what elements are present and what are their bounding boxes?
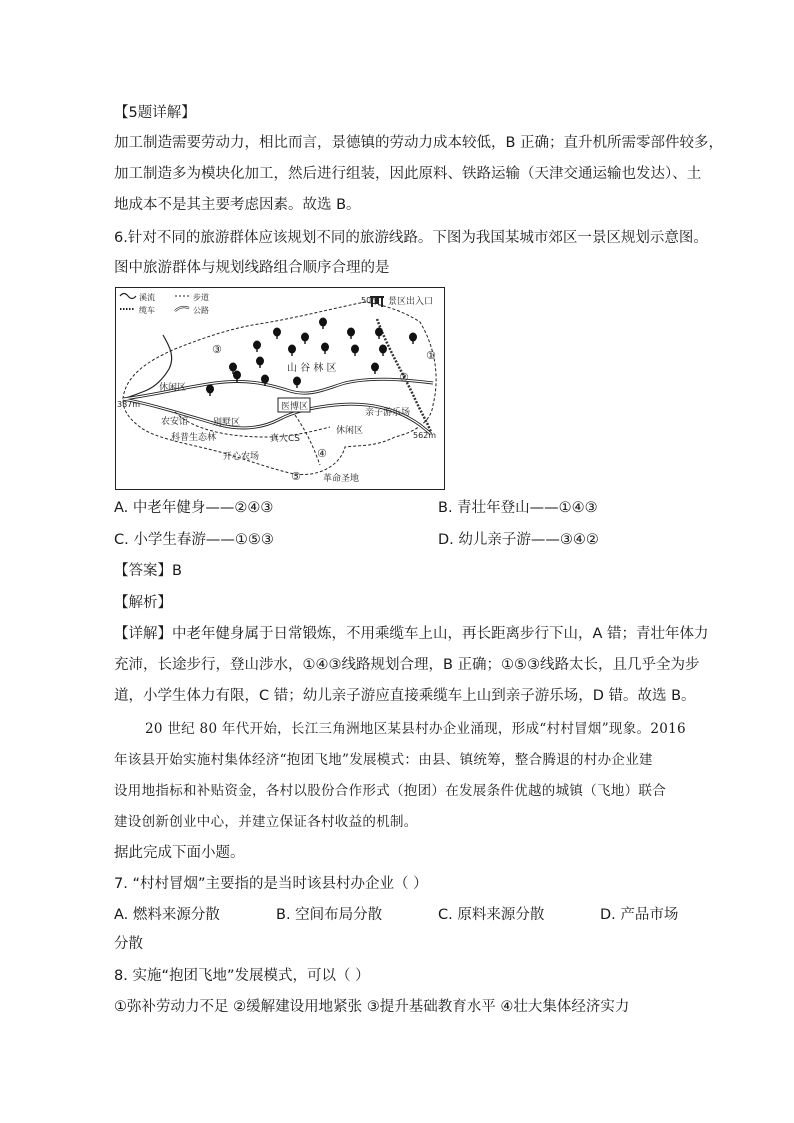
section5-heading: 【5题详解】 [114, 105, 196, 121]
legend-road: 公路 [193, 306, 209, 315]
section5-line-1: 加工制造需要劳动力，相比而言，景德镇的劳动力成本较低，B 正确；直升机所需零部件较多， [114, 135, 724, 151]
route-3-marker: ③ [212, 343, 222, 356]
kids-park-label: 亲子游乐场 [365, 408, 411, 418]
farm-hotel-label: 农安馆 [161, 417, 189, 427]
rest-area-right: 休闲区 [336, 426, 364, 436]
q6-option-b: B. 青壮年登山——①④③ [438, 500, 598, 516]
answer-label: 【答案】 [114, 563, 172, 579]
entrance-label: 景区出入口 [388, 297, 434, 307]
passage-prompt: 据此完成下面小题。 [114, 845, 245, 861]
forest-label: 山 谷 林 区 [287, 363, 337, 374]
q6-stem-line-2: 图中旅游群体与规划线路组合顺序合理的是 [114, 260, 390, 276]
q7-stem: 7. “村村冒烟”主要指的是当时该县村办企业（ ） [114, 876, 428, 892]
answer-value: B [172, 563, 182, 579]
passage-line-1: 20 世纪 80 年代开始，长江三角洲地区某县村办企业涌现，形成“村村冒烟”现象。2016 [145, 721, 686, 737]
cs-label: 真人CS [270, 434, 300, 444]
q6-option-a: A. 中老年健身——②④③ [114, 500, 274, 516]
passage-line-4: 建设创新创业中心，并建立保证各村收益的机制。 [114, 814, 418, 830]
section5-line-3: 地成本不是其主要考虑因素。故选 B。 [114, 197, 361, 213]
q7-option-c: C. 原料来源分散 [438, 907, 545, 923]
q6-option-c: C. 小学生春游——①⑤③ [114, 532, 274, 548]
q6-analysis-label: 【解析】 [114, 595, 172, 611]
route-2-marker: ② [399, 371, 409, 384]
q7-option-b: B. 空间布局分散 [276, 907, 383, 923]
route-5-marker: ⑤ [291, 470, 301, 483]
section5-line-2: 加工制造多为模块化加工，然后进行组装，因此原料、铁路运输（天津交通运输也发达）、土 [114, 166, 702, 182]
q6-answer [114, 561, 182, 581]
q6-stem-line-1: 6.针对不同的旅游群体应该规划不同的旅游线路。下图为我国某城市郊区一景区规划示意图。 [114, 230, 708, 246]
water-area-label: 医博区 [281, 402, 309, 412]
q6-detail-line-3: 道，小学生体力有限，C 错；幼儿亲子游应直接乘缆车上山到亲子游乐场，D 错。故选 B。 [114, 688, 696, 704]
q7-option-a: A. 燃料来源分散 [114, 907, 220, 923]
q6-detail-line-1: 【详解】中老年健身属于日常锻炼，不用乘缆车上山，再长距离步行下山，A 错；青壮年体力 [114, 626, 709, 642]
route-4-marker: ④ [317, 447, 327, 460]
legend-stream: 溪流 [139, 293, 155, 302]
legend-trail: 步道 [193, 293, 209, 302]
passage-line-3: 设用地指标和补贴资金，各村以股份合作形式（抱团）在发展条件优越的城镇（飞地）联合 [114, 783, 666, 799]
elevation-left: 387m [117, 400, 141, 409]
legend-cable: 缆车 [139, 306, 155, 315]
happy-farm-label: 开心农场 [223, 452, 260, 462]
q7-option-d-wrap: 分散 [114, 936, 143, 952]
villa-label: 别墅区 [213, 418, 241, 428]
q8-choices: ①弥补劳动力不足 ②缓解建设用地紧张 ③提升基础教育水平 ④壮大集体经济实力 [114, 999, 630, 1015]
q8-stem: 8. 实施“抱团飞地”发展模式，可以（ ） [114, 968, 370, 984]
revolution-site-label: 革命圣地 [323, 474, 360, 484]
rest-area-left: 休闲区 [159, 383, 187, 393]
science-forest-label: 科普生态林 [171, 433, 217, 443]
passage-line-2: 年该县开始实施村集体经济“抱团飞地”发展模式：由县、镇统筹，整合腾退的村办企业建 [114, 752, 653, 768]
q7-option-d: D. 产品市场 [600, 907, 679, 923]
q6-option-d: D. 幼儿亲子游——③④② [438, 532, 599, 548]
scenic-area-map [115, 287, 445, 490]
elevation-right: 562m [413, 431, 437, 440]
q6-detail-line-2: 充沛，长途步行，登山涉水，①④③线路规划合理，B 正确；①⑤③线路太长，且几乎全为步 [114, 657, 700, 673]
route-1-marker: ① [426, 349, 436, 362]
entrance-elevation: 50m [361, 296, 379, 305]
